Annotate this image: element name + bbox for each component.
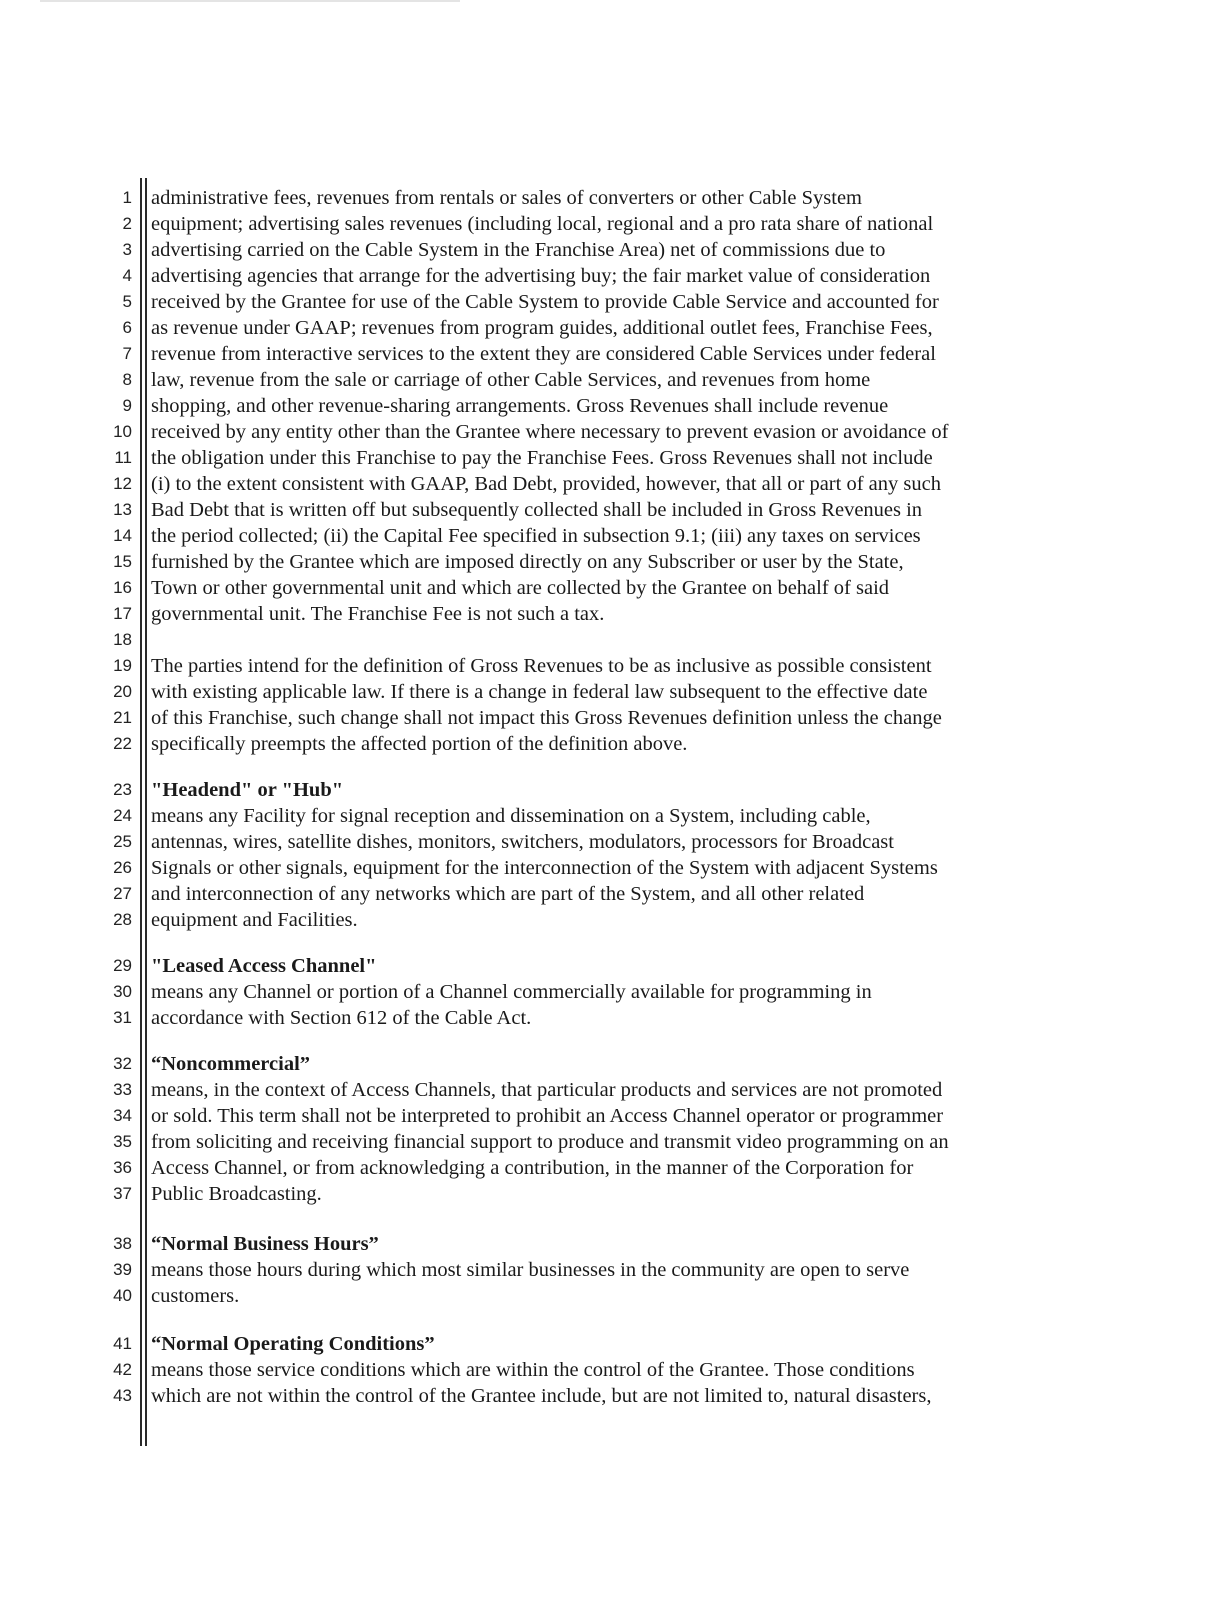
- line-number: 28: [113, 910, 132, 929]
- line-text: means those service conditions which are within the control of the Grantee. Those conditions: [151, 1359, 915, 1381]
- line-text: (i) to the extent consistent with GAAP, Bad Debt, provided, however, that all or part of any such: [151, 473, 941, 495]
- line-text: specifically preempts the affected portion of the definition above.: [151, 733, 688, 755]
- line-number: 39: [113, 1260, 132, 1279]
- definition-term: "Leased Access Channel": [151, 955, 377, 977]
- left-margin-rule-inner: [145, 178, 147, 1446]
- line-text: received by any entity other than the Grantee where necessary to prevent evasion or avoidance of: [151, 421, 949, 443]
- scan-edge: [40, 0, 460, 2]
- line-text: equipment and Facilities.: [151, 909, 358, 931]
- line-number: 4: [122, 266, 132, 285]
- line-text: revenue from interactive services to the extent they are considered Cable Services under federal: [151, 343, 936, 365]
- line-number: 42: [113, 1360, 132, 1379]
- left-margin-rule: [140, 178, 142, 1446]
- line-text: law, revenue from the sale or carriage of other Cable Services, and revenues from home: [151, 369, 871, 391]
- line-number: 19: [113, 656, 132, 675]
- line-text: administrative fees, revenues from rentals or sales of converters or other Cable System: [151, 187, 863, 209]
- line-number: 9: [122, 396, 132, 415]
- line-text: received by the Grantee for use of the Cable System to provide Cable Service and accounted for: [151, 291, 939, 313]
- line-text: Town or other governmental unit and which are collected by the Grantee on behalf of said: [151, 577, 890, 599]
- line-text: Bad Debt that is written off but subsequently collected shall be included in Gross Revenues in: [151, 499, 923, 521]
- line-number: 25: [113, 832, 132, 851]
- line-number: 3: [122, 240, 132, 259]
- line-number: 16: [113, 578, 132, 597]
- line-number: 27: [113, 884, 132, 903]
- line-number: 13: [113, 500, 132, 519]
- line-text: furnished by the Grantee which are imposed directly on any Subscriber or user by the State,: [151, 551, 904, 573]
- line-number: 2: [122, 214, 132, 233]
- line-number: 22: [113, 734, 132, 753]
- definition-term: “Normal Operating Conditions”: [151, 1333, 435, 1355]
- line-number: 36: [113, 1158, 132, 1177]
- line-text: advertising agencies that arrange for the advertising buy; the fair market value of consideration: [151, 265, 931, 287]
- line-text: as revenue under GAAP; revenues from program guides, additional outlet fees, Franchise Fees,: [151, 317, 933, 339]
- line-text: means, in the context of Access Channels, that particular products and services are not promoted: [151, 1079, 943, 1101]
- line-text: which are not within the control of the Grantee include, but are not limited to, natural disasters,: [151, 1385, 932, 1407]
- line-number: 8: [122, 370, 132, 389]
- line-number: 17: [113, 604, 132, 623]
- line-number: 35: [113, 1132, 132, 1151]
- line-number: 5: [122, 292, 132, 311]
- line-text: The parties intend for the definition of Gross Revenues to be as inclusive as possible consistent: [151, 655, 932, 677]
- line-text: shopping, and other revenue-sharing arrangements. Gross Revenues shall include revenue: [151, 395, 889, 417]
- definition-term: “Noncommercial”: [151, 1053, 311, 1075]
- line-text: equipment; advertising sales revenues (including local, regional and a pro rata share of national: [151, 213, 934, 235]
- line-number: 23: [113, 780, 132, 799]
- line-number: 1: [122, 188, 132, 207]
- line-text: the obligation under this Franchise to pay the Franchise Fees. Gross Revenues shall not include: [151, 447, 933, 469]
- line-text: governmental unit. The Franchise Fee is not such a tax.: [151, 603, 605, 625]
- line-number: 18: [113, 630, 132, 649]
- line-text: means any Channel or portion of a Channel commercially available for programming in: [151, 981, 872, 1003]
- line-number: 30: [113, 982, 132, 1001]
- line-text: and interconnection of any networks which are part of the System, and all other related: [151, 883, 865, 905]
- line-text: the period collected; (ii) the Capital Fee specified in subsection 9.1; (iii) any taxes on services: [151, 525, 921, 547]
- line-number: 11: [114, 448, 132, 467]
- line-number: 38: [113, 1234, 132, 1253]
- line-number: 6: [122, 318, 132, 337]
- line-number: 41: [113, 1334, 132, 1353]
- line-number: 12: [113, 474, 132, 493]
- line-number: 10: [113, 422, 132, 441]
- line-text: Public Broadcasting.: [151, 1183, 322, 1205]
- line-number: 7: [122, 344, 132, 363]
- line-text: antennas, wires, satellite dishes, monitors, switchers, modulators, processors for Broadcast: [151, 831, 894, 853]
- line-text: of this Franchise, such change shall not impact this Gross Revenues definition unless the change: [151, 707, 942, 729]
- line-text: advertising carried on the Cable System in the Franchise Area) net of commissions due to: [151, 239, 886, 261]
- line-number: 31: [113, 1008, 132, 1027]
- definition-term: "Headend" or "Hub": [151, 779, 344, 801]
- line-number: 40: [113, 1286, 132, 1305]
- line-text: customers.: [151, 1285, 240, 1307]
- line-text: Signals or other signals, equipment for the interconnection of the System with adjacent Systems: [151, 857, 938, 879]
- line-number: 26: [113, 858, 132, 877]
- line-number: 21: [113, 708, 132, 727]
- line-number: 34: [113, 1106, 132, 1125]
- line-text: accordance with Section 612 of the Cable Act.: [151, 1007, 532, 1029]
- line-text: or sold. This term shall not be interpreted to prohibit an Access Channel operator or programmer: [151, 1105, 944, 1127]
- line-number: 20: [113, 682, 132, 701]
- line-text: with existing applicable law. If there is a change in federal law subsequent to the effective date: [151, 681, 928, 703]
- line-number: 43: [113, 1386, 132, 1405]
- line-number: 32: [113, 1054, 132, 1073]
- line-number: 24: [113, 806, 132, 825]
- line-number: 29: [113, 956, 132, 975]
- line-number: 14: [113, 526, 132, 545]
- definition-term: “Normal Business Hours”: [151, 1233, 379, 1255]
- line-number: 15: [113, 552, 132, 571]
- line-text: means any Facility for signal reception and dissemination on a System, including cable,: [151, 805, 871, 827]
- line-text: Access Channel, or from acknowledging a contribution, in the manner of the Corporation for: [151, 1157, 914, 1179]
- line-text: from soliciting and receiving financial support to produce and transmit video programming on an: [151, 1131, 949, 1153]
- line-number: 33: [113, 1080, 132, 1099]
- line-number: 37: [113, 1184, 132, 1203]
- line-text: means those hours during which most similar businesses in the community are open to serve: [151, 1259, 910, 1281]
